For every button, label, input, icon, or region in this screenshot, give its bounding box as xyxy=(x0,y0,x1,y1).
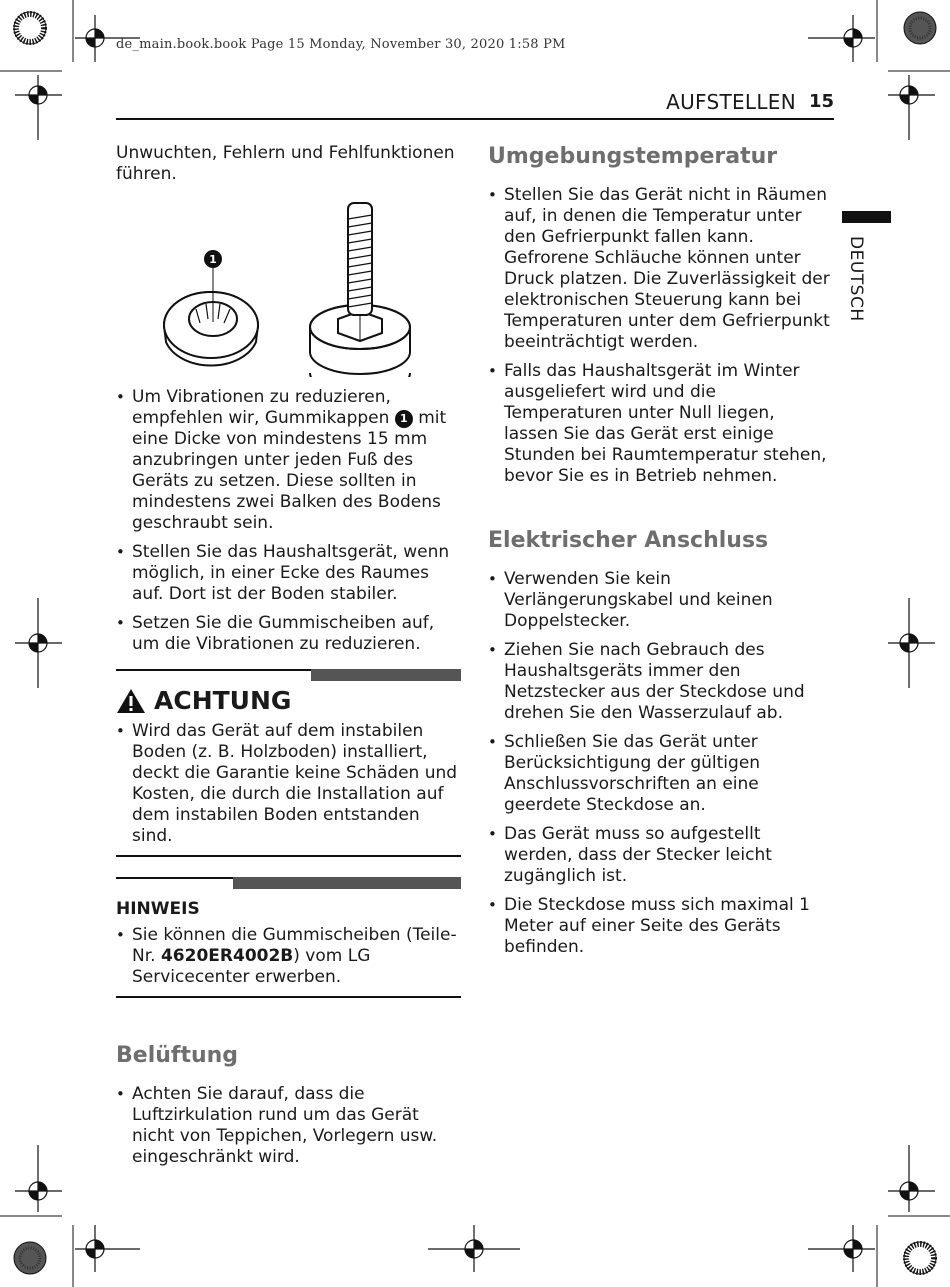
temperature-list xyxy=(488,185,833,487)
list-item: • Die Steckdose muss sich maximal 1 Meter auf einer Seite des Geräts befinden. xyxy=(488,895,833,958)
callout-badge: 1 xyxy=(395,410,413,428)
note-end-rule xyxy=(116,996,461,998)
list-item: • Achten Sie darauf, dass die Luftzirkulation rund um das Gerät nicht von Teppichen, Vorlegern usw. eingeschränkt wird. xyxy=(116,1084,461,1168)
note-text: ) vom LG Servicecenter erwerben. xyxy=(132,946,371,987)
print-header: de_main.book.book Page 15 Monday, November 30, 2020 1:58 PM xyxy=(116,37,566,52)
list-item: • Stellen Sie das Gerät nicht in Räumen auf, in denen die Temperatur unter den Gefrierpunkt fallen kann. Gefrorene Schläuche können unter Druck platzen. Die Zuverlässigkeit der elektronischen Steuerung kann bei Temperaturen unter dem Gefrierpunkt beeinträchtigt werden. xyxy=(488,185,833,353)
bullet-text: mit eine Dicke von mindestens 15 mm anzubringen unter jeden Fuß des Geräts zu setzen. Diese sollten in mindestens zwei Balken des Bodens geschraubt sein. xyxy=(132,408,447,533)
running-head xyxy=(116,88,834,120)
right-column xyxy=(488,143,833,966)
list-item: • Ziehen Sie nach Gebrauch des Haushaltsgeräts immer den Netzstecker aus der Steckdose und drehen Sie den Wasserzulauf ab. xyxy=(488,640,833,724)
list-item: • Schließen Sie das Gerät unter Berücksichtigung der gültigen Anschlussvorschriften an eine geerdete Steckdose an. xyxy=(488,732,833,816)
ventilation-list xyxy=(116,1084,461,1168)
electrical-list xyxy=(488,569,833,958)
side-tab-bar xyxy=(842,211,891,223)
part-number: 4620ER4002B xyxy=(160,946,294,966)
caution-title: ACHTUNG xyxy=(154,686,292,715)
left-column xyxy=(116,143,461,1176)
foot-illustration xyxy=(116,197,461,377)
note-rule xyxy=(116,877,461,893)
list-item xyxy=(116,925,461,988)
warning-triangle-icon xyxy=(116,688,146,714)
list-item: • Das Gerät muss so aufgestellt werden, dass der Stecker leicht zugänglich ist. xyxy=(488,824,833,887)
mounting-list xyxy=(116,387,461,655)
caution-heading xyxy=(116,687,461,715)
figure-callout: 1 xyxy=(209,253,217,266)
bullet-text: Um Vibrationen zu reduzieren, empfehlen wir, Gummikappen xyxy=(132,387,391,428)
note-text: Sie können die Gummischeiben (Teile-Nr. xyxy=(132,925,457,966)
caution-rule xyxy=(116,669,461,685)
note-list xyxy=(116,925,461,988)
caution-end-rule xyxy=(116,855,461,857)
section-heading-electrical: Elektrischer Anschluss xyxy=(488,528,769,553)
caution-list xyxy=(116,721,461,847)
list-item xyxy=(116,387,461,534)
rubber-cap-figure xyxy=(116,197,461,377)
list-item: • Falls das Haushaltsgerät im Winter ausgeliefert wird und die Temperaturen unter Null liegen, lassen Sie das Gerät erst einige Stunden bei Raumtemperatur stehen, bevor Sie es in Betrieb nehmen. xyxy=(488,361,833,487)
list-item: • Setzen Sie die Gummischeiben auf, um die Vibrationen zu reduzieren. xyxy=(116,613,461,655)
list-item: • Verwenden Sie kein Verlängerungskabel und keinen Doppelstecker. xyxy=(488,569,833,632)
page-number: 15 xyxy=(808,91,834,112)
section-heading-ventilation: Belüftung xyxy=(116,1043,239,1068)
list-item: • Wird das Gerät auf dem instabilen Boden (z. B. Holzboden) installiert, deckt die Garantie keine Schäden und Kosten, die durch die Installation auf dem instabilen Boden entstanden sind. xyxy=(116,721,461,847)
intro-text: Unwuchten, Fehlern und Fehlfunktionen führen. xyxy=(116,143,455,184)
section-title: AUFSTELLEN xyxy=(666,90,796,114)
note-heading: HINWEIS xyxy=(116,899,200,919)
list-item: • Stellen Sie das Haushaltsgerät, wenn möglich, in einer Ecke des Raumes auf. Dort ist der Boden stabiler. xyxy=(116,542,461,605)
language-tab: DEUTSCH xyxy=(846,236,866,322)
section-heading-temperature: Umgebungstemperatur xyxy=(488,144,778,169)
